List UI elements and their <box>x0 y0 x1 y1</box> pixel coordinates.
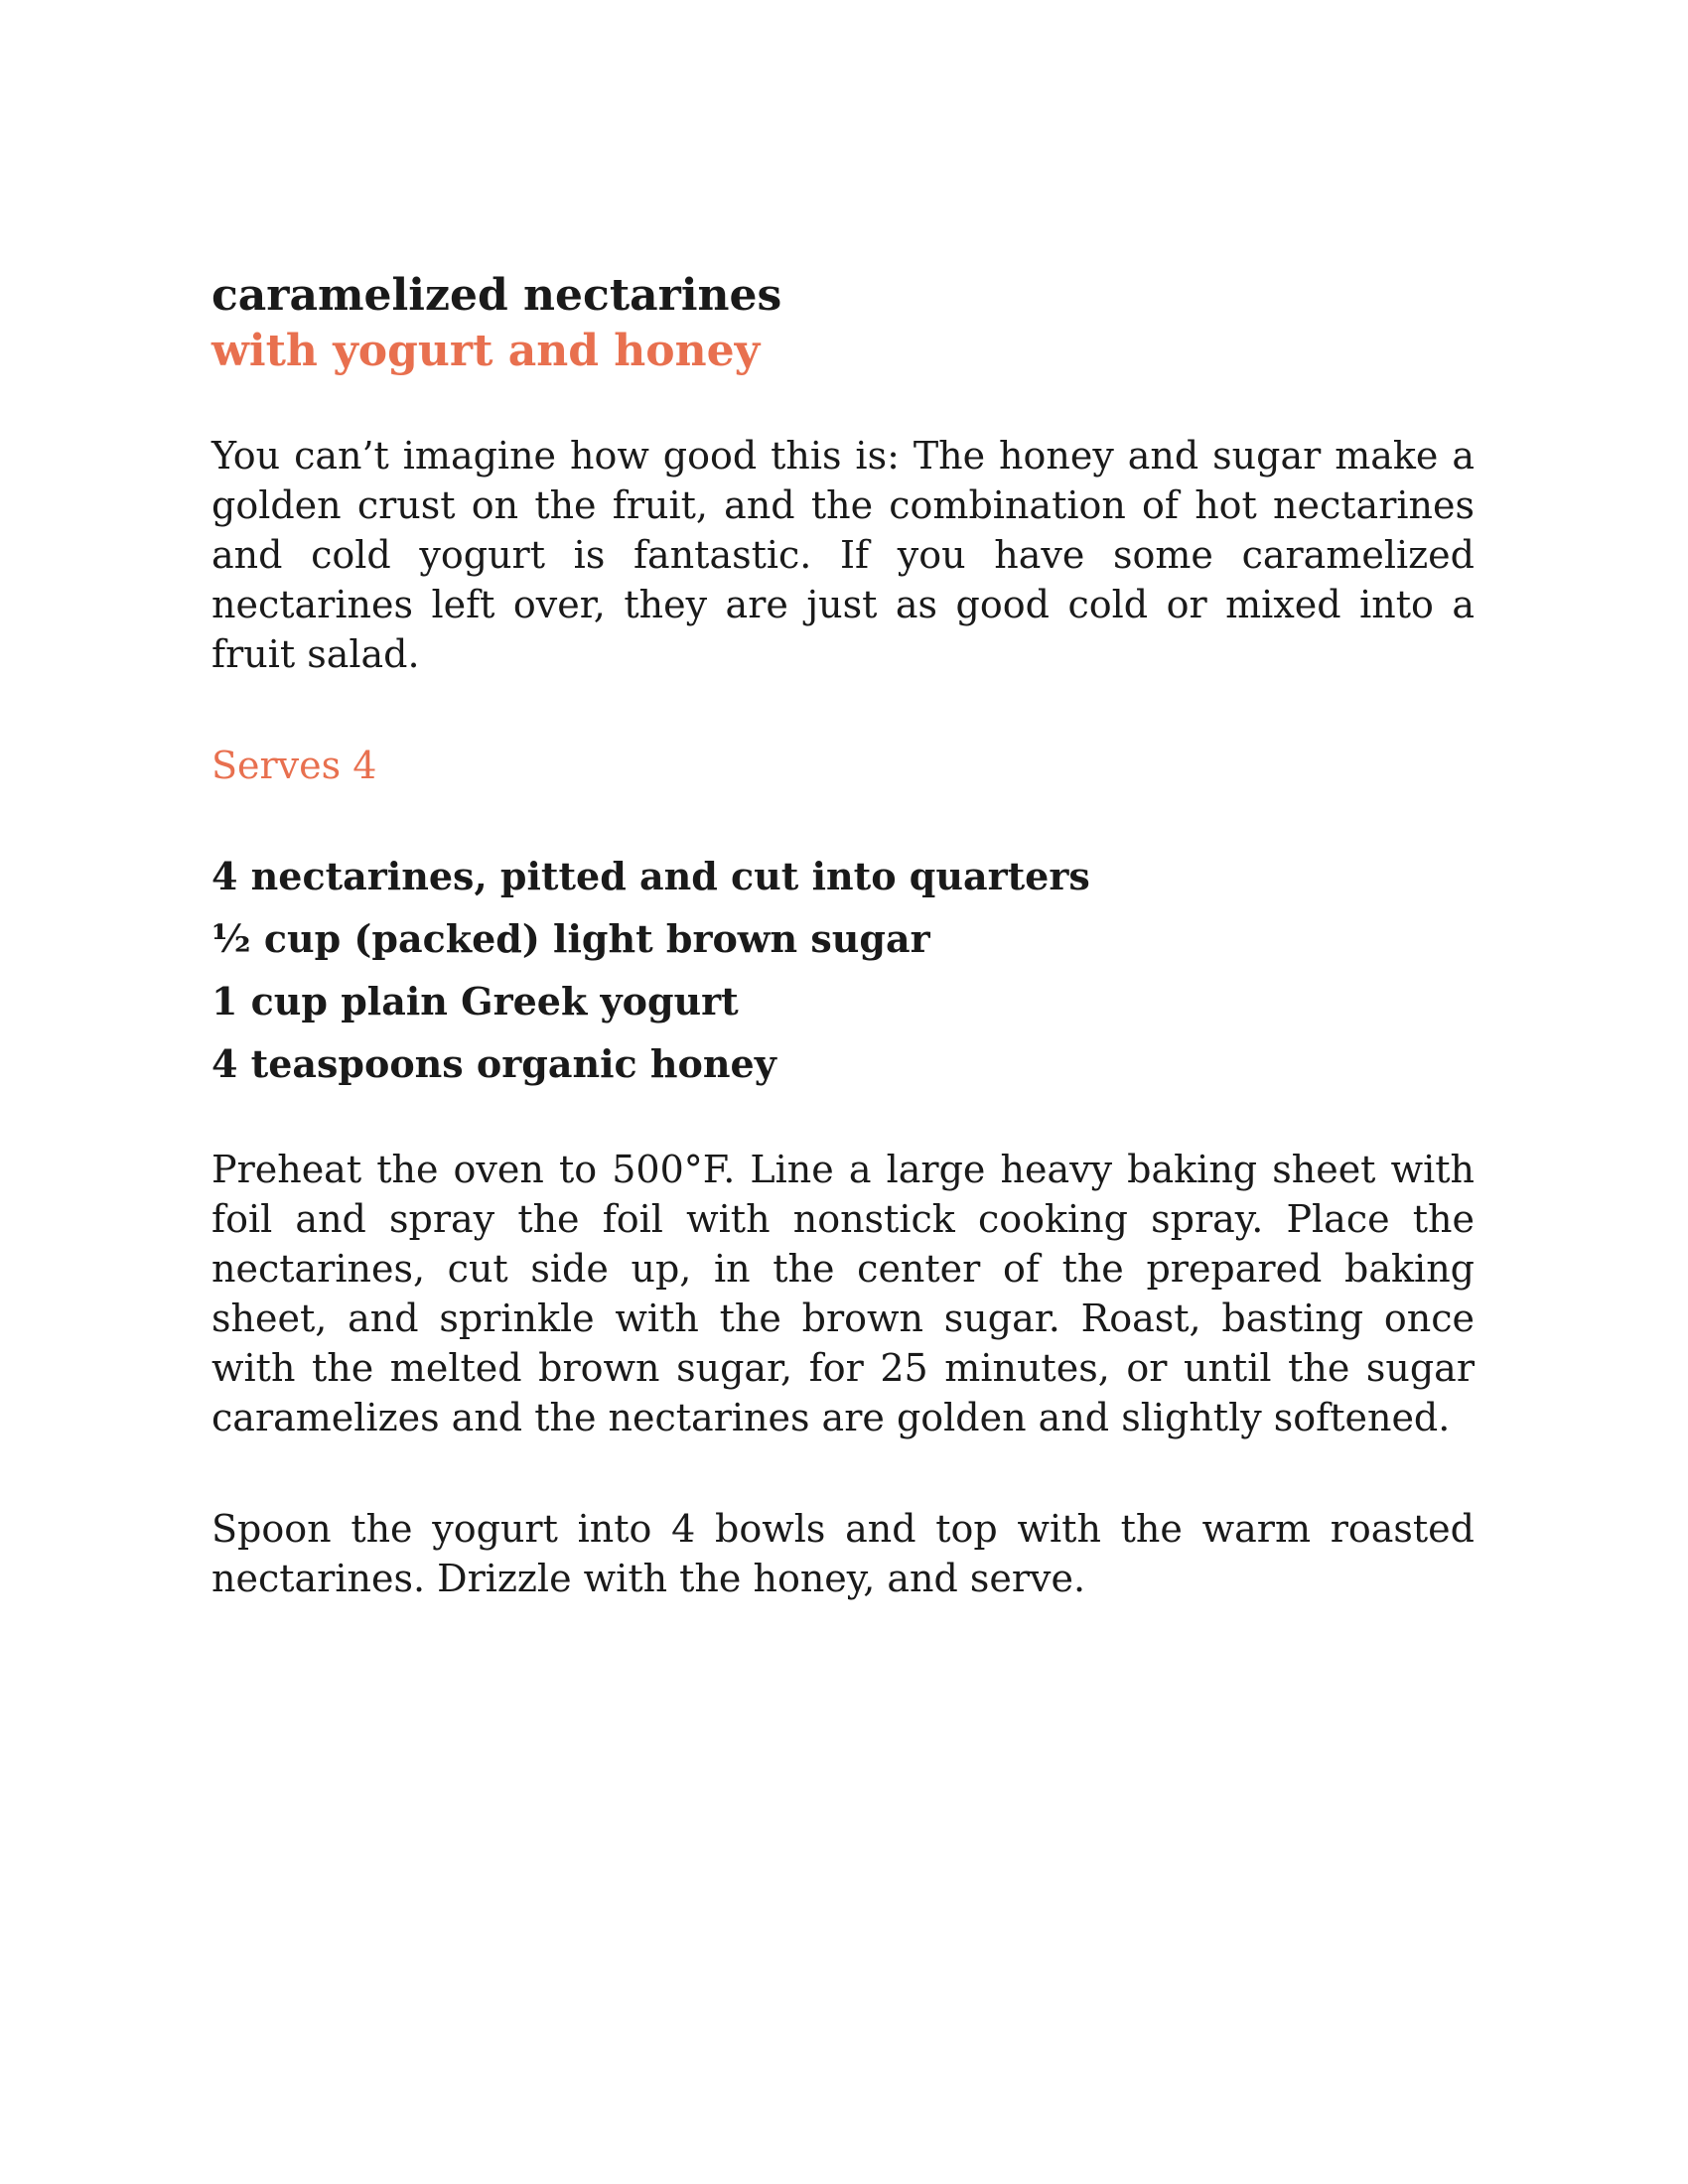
ingredient-item: 1 cup plain Greek yogurt <box>211 979 739 1024</box>
instruction-step: Spoon the yogurt into 4 bowls and top with the warm roasted nectarines. Drizzle with the honey, and serve. <box>211 1507 1475 1600</box>
recipe-subtitle: with yogurt and honey <box>211 326 761 376</box>
ingredient-item: 4 nectarines, pitted and cut into quarters <box>211 854 1090 898</box>
recipe-page <box>211 268 1475 1603</box>
recipe-intro: You can’t imagine how good this is: The honey and sugar make a golden crust on the fruit, and the combination of hot nectarines and cold yogurt is fantastic. If you have some caramelized nectarines left over, they are just as good cold or mixed into a fruit salad. <box>211 434 1475 676</box>
serves-label: Serves 4 <box>211 744 377 787</box>
ingredient-item: ½ cup (packed) light brown sugar <box>211 916 930 961</box>
ingredient-list <box>211 852 1475 1089</box>
instruction-step: Preheat the oven to 500°F. Line a large heavy baking sheet with foil and spray the foil with nonstick cooking spray. Place the nectarines, cut side up, in the center of the prepared baking sheet, and sprinkle with the brown sugar. Roast, basting once with the melted brown sugar, for 25 minutes, or until the sugar caramelizes and the nectarines are golden and slightly softened. <box>211 1148 1475 1439</box>
recipe-title: caramelized nectarines <box>211 270 782 321</box>
ingredient-item: 4 teaspoons organic honey <box>211 1041 776 1086</box>
